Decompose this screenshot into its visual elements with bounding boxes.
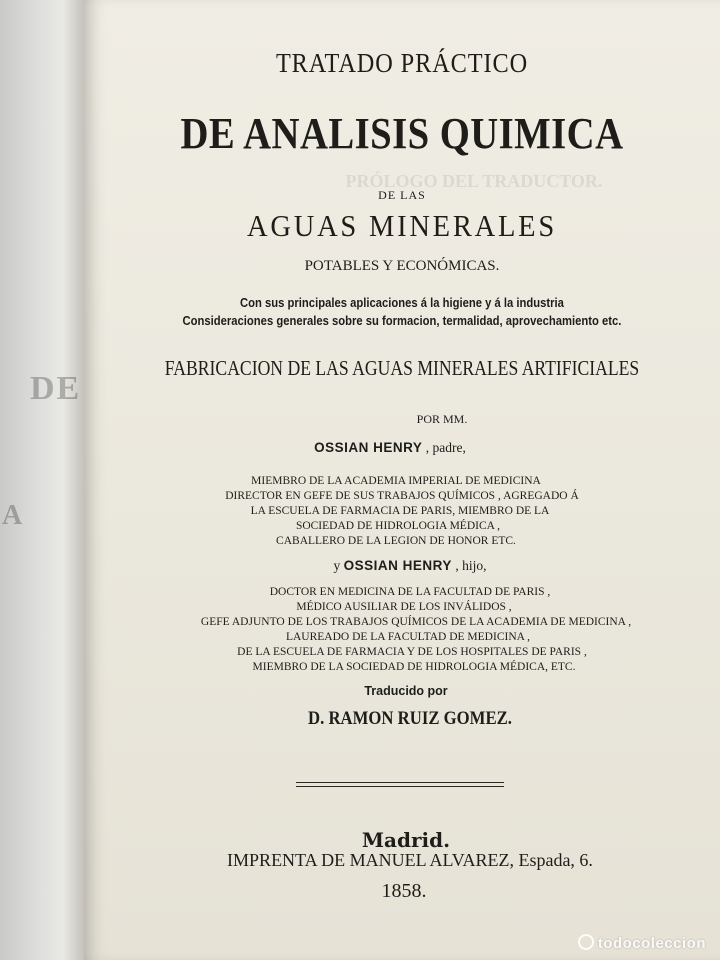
watermark-logo-icon (578, 934, 594, 950)
author-1-credential: DIRECTOR EN GEFE DE SUS TRABAJOS QUÍMICOS , AGREGADO Á (225, 490, 579, 502)
author-1-credential: SOCIEDAD DE HIDROLOGIA MÉDICA , (295, 520, 501, 532)
author-2 (92, 558, 720, 574)
bleed-through-heading: PRÓLOGO DEL TRADUCTOR. (345, 171, 603, 191)
author-1-suffix: , padre, (422, 440, 466, 455)
authors-intro: POR MM. (416, 412, 468, 426)
author-2-credential: DOCTOR EN MEDICINA DE LA FACULTAD DE PARIS , (269, 586, 551, 598)
author-1-credential: LA ESCUELA DE FARMACIA DE PARIS, MIEMBRO DE LA (250, 505, 550, 517)
author-2-name: OSSIAN HENRY (343, 558, 452, 573)
left-page-ghost-text: DE (30, 370, 82, 407)
author-2-credential: MÉDICO AUSILIAR DE LOS INVÁLIDOS , (296, 601, 512, 613)
author-1 (72, 440, 708, 456)
author-1-credential: CABALLERO DE LA LEGION DE HONOR ETC. (276, 535, 516, 547)
imprint-printer: IMPRENTA DE MANUEL ALVAREZ, Espada, 6. (227, 850, 593, 870)
imprint-city: Madrid. (361, 828, 451, 852)
author-2-prefix: y (333, 558, 344, 573)
divider-rule (296, 782, 504, 787)
left-page-ghost-letter: A (2, 500, 23, 531)
translated-by-label: Traducido por (364, 684, 448, 698)
description-line-2: Consideraciones generales sobre su formacion, termalidad, aprovechamiento etc. (182, 314, 622, 328)
title-line-2: DE ANALISIS QUIMICA (180, 109, 624, 158)
author-2-credential: GEFE ADJUNTO DE LOS TRABAJOS QUÍMICOS DE LA ACADEMIA DE MEDICINA , (200, 616, 632, 628)
author-2-suffix: , hijo, (451, 558, 487, 573)
title-page-content (84, 0, 720, 960)
title-connector: DE LAS (378, 188, 426, 202)
fabrication-heading: FABRICACION DE LAS AGUAS MINERALES ARTIFICIALES (164, 356, 640, 380)
imprint-year: 1858. (381, 880, 427, 902)
title-line-1: TRATADO PRÁCTICO (275, 48, 529, 78)
description-line-1: Con sus principales aplicaciones á la higiene y á la industria (240, 296, 564, 310)
author-2-credential: LAUREADO DE LA FACULTAD DE MEDICINA , (285, 631, 531, 643)
translator-name: D. RAMON RUIZ GOMEZ. (308, 708, 512, 729)
title-line-4: POTABLES Y ECONÓMICAS. (304, 258, 500, 274)
author-2-credential: MIEMBRO DE LA SOCIEDAD DE HIDROLOGIA MÉDICA, ETC. (252, 661, 576, 673)
author-2-credential: DE LA ESCUELA DE FARMACIA Y DE LOS HOSPITALES DE PARIS , (237, 646, 587, 658)
author-1-credential: MIEMBRO DE LA ACADEMIA IMPERIAL DE MEDICINA (251, 475, 541, 487)
left-page-edge (0, 0, 84, 960)
watermark (578, 934, 706, 952)
watermark-text: todocoleccion (597, 935, 706, 952)
title-line-3: AGUAS MINERALES (247, 208, 557, 243)
author-1-name: OSSIAN HENRY (314, 440, 423, 455)
